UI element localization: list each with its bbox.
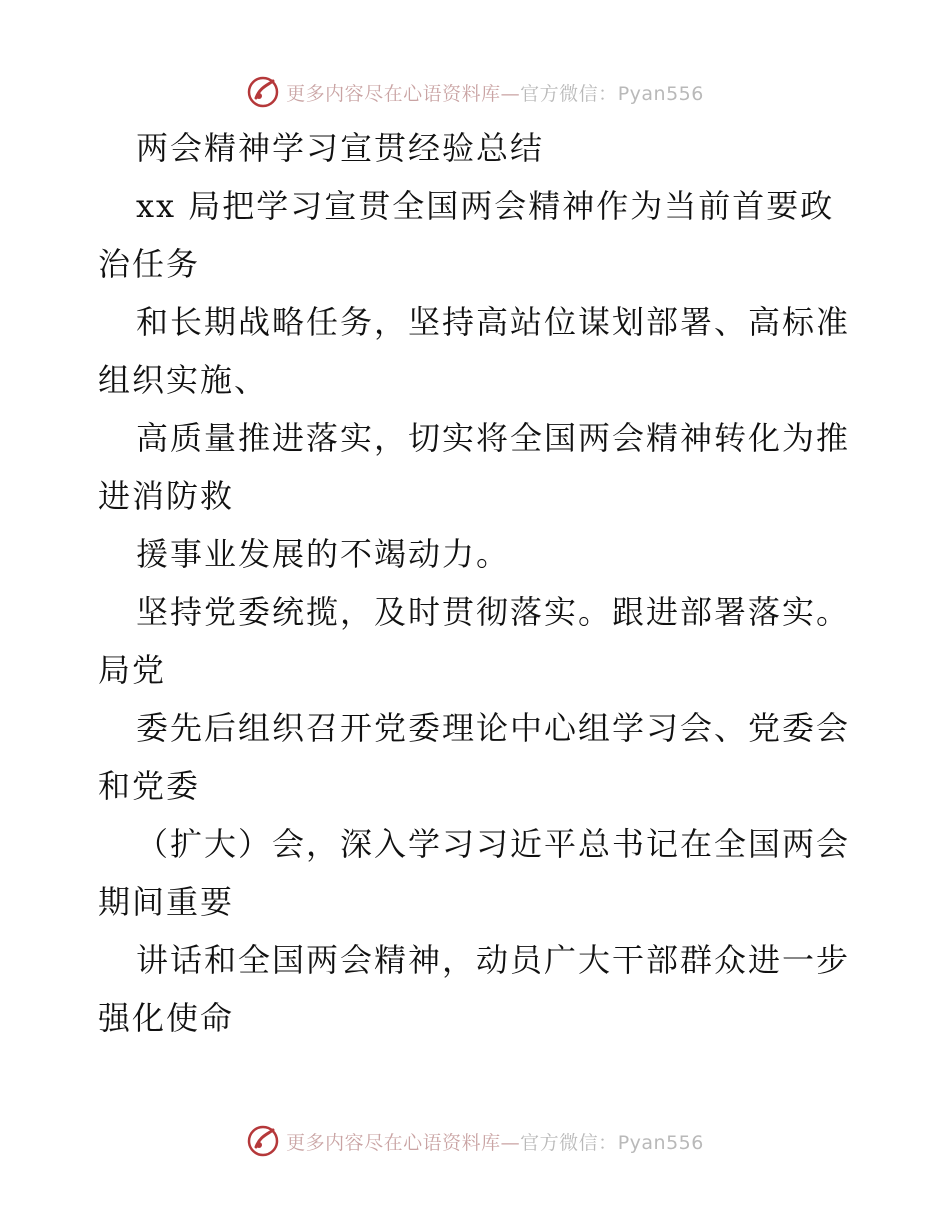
watermark-label: 官方微信： <box>520 1131 618 1154</box>
text-line: 援事业发展的不竭动力。 <box>136 535 511 573</box>
text-line: 高质量推进落实，切实将全国两会精神转化为推 <box>136 419 851 457</box>
text-line: 和党委 <box>98 767 201 805</box>
document-title: 两会精神学习宣贯经验总结 <box>136 129 545 167</box>
text-line: 和长期战略任务，坚持高站位谋划部署、高标准 <box>136 303 851 341</box>
watermark-wechat: Pyan556 <box>617 82 704 105</box>
text-line: xx 局把学习宣贯全国两会精神作为当前首要政 <box>136 187 835 225</box>
watermark-site: 更多内容尽在心语资料库 <box>286 82 501 105</box>
text-line: 进消防救 <box>98 477 235 515</box>
text-line: 治任务 <box>98 245 201 283</box>
watermark-sep: — <box>500 82 521 105</box>
brand-logo-icon <box>246 1124 280 1158</box>
brand-logo-icon <box>246 75 280 109</box>
text-line: 期间重要 <box>98 883 235 921</box>
watermark-wechat: Pyan556 <box>617 1131 704 1154</box>
text-line: 坚持党委统揽，及时贯彻落实。跟进部署落实。 <box>136 593 851 631</box>
footer-watermark <box>0 1121 950 1161</box>
watermark-sep: — <box>500 1131 521 1154</box>
text-line: 讲话和全国两会精神，动员广大干部群众进一步 <box>136 941 851 979</box>
text-line: （扩大）会，深入学习习近平总书记在全国两会 <box>136 825 851 863</box>
text-line: 强化使命 <box>98 999 235 1037</box>
header-watermark <box>0 72 950 112</box>
text-line: 局党 <box>98 651 167 689</box>
watermark-site: 更多内容尽在心语资料库 <box>286 1131 501 1154</box>
watermark-label: 官方微信： <box>520 82 618 105</box>
document-body <box>98 119 858 1047</box>
text-line: 委先后组织召开党委理论中心组学习会、党委会 <box>136 709 851 747</box>
text-line: 组织实施、 <box>98 361 269 399</box>
